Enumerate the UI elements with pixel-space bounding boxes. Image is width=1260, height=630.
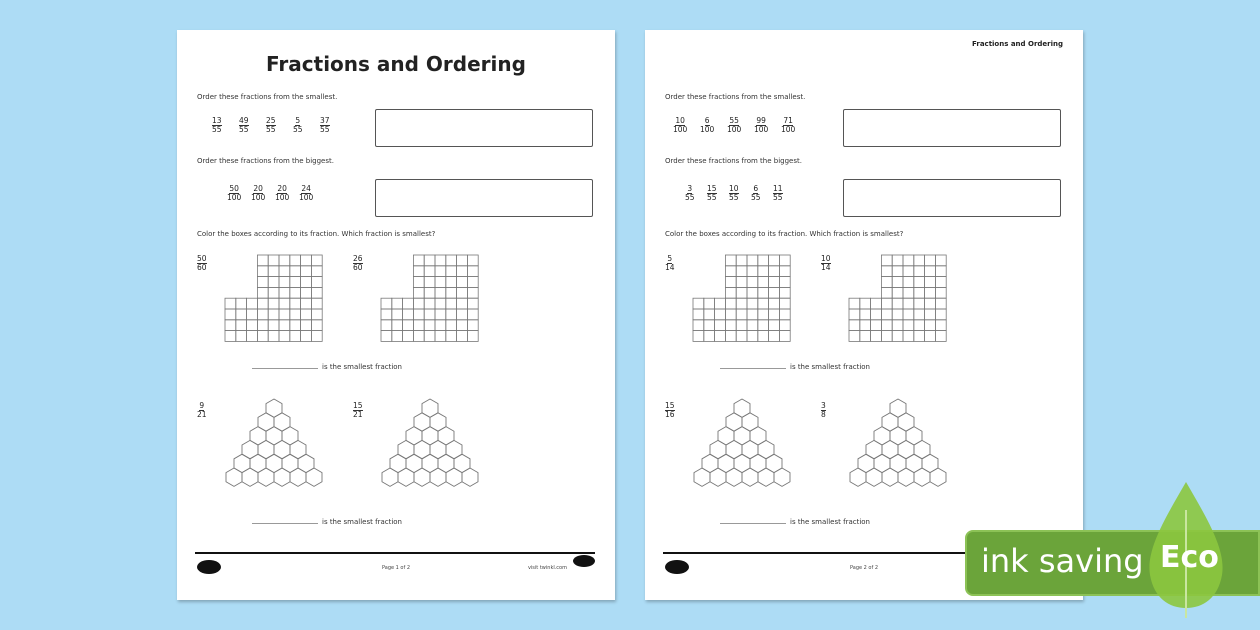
twinkl-logo-small [573, 555, 595, 567]
fraction [821, 402, 826, 419]
denominator: 60 [353, 263, 363, 272]
fraction [266, 117, 276, 134]
denominator: 100 [673, 125, 688, 134]
denominator: 100 [251, 193, 266, 202]
eco-label: Eco [1160, 540, 1219, 575]
numerator: 15 [665, 401, 675, 410]
numerator: 26 [353, 254, 363, 263]
numerator: 50 [197, 254, 207, 263]
fraction [353, 255, 363, 272]
fraction [320, 117, 330, 134]
question-2: Order these fractions from the biggest. [665, 157, 802, 165]
answer-box-1[interactable] [843, 109, 1061, 147]
answer-box-2[interactable] [843, 179, 1061, 217]
denominator: 8 [821, 410, 826, 419]
denominator: 100 [754, 125, 769, 134]
answer-blank[interactable] [720, 523, 786, 524]
denominator: 55 [293, 125, 303, 134]
numerator: 3 [687, 184, 693, 193]
denominator: 100 [781, 125, 796, 134]
fraction [227, 185, 241, 202]
page-number: Page 1 of 2 [381, 565, 411, 571]
hexagon-grid[interactable] [692, 398, 797, 498]
answer-line [720, 518, 870, 526]
hexagon-grid[interactable] [380, 398, 485, 498]
fraction [239, 117, 249, 134]
denominator: 14 [665, 263, 675, 272]
fraction [751, 185, 761, 202]
answer-text: is the smallest fraction [322, 518, 402, 526]
page-title: Fractions and Ordering [266, 52, 526, 76]
answer-blank[interactable] [720, 368, 786, 369]
site-link: visit twinkl.com [527, 565, 567, 571]
numerator: 3 [821, 401, 826, 410]
denominator: 55 [320, 125, 330, 134]
fraction [665, 255, 675, 272]
fraction [821, 255, 831, 272]
fraction [729, 185, 739, 202]
fraction [781, 117, 795, 134]
denominator: 55 [707, 193, 717, 202]
numerator: 71 [783, 116, 793, 125]
hexagon-grid[interactable] [848, 398, 953, 498]
numerator: 6 [704, 116, 710, 125]
fraction-grid[interactable] [380, 254, 480, 344]
denominator: 100 [727, 125, 742, 134]
numerator: 11 [773, 184, 783, 193]
numerator: 55 [729, 116, 739, 125]
fraction [707, 185, 717, 202]
numerator: 15 [707, 184, 717, 193]
denominator: 60 [197, 263, 207, 272]
numerator: 37 [320, 116, 330, 125]
numerator: 6 [753, 184, 759, 193]
fraction [353, 402, 363, 419]
answer-text: is the smallest fraction [790, 363, 870, 371]
denominator: 100 [227, 193, 242, 202]
answer-box-1[interactable] [375, 109, 593, 147]
denominator: 100 [700, 125, 715, 134]
denominator: 21 [197, 410, 207, 419]
answer-text: is the smallest fraction [322, 363, 402, 371]
fraction [212, 117, 222, 134]
fraction [754, 117, 768, 134]
page-number: Page 2 of 2 [849, 565, 879, 571]
footer-divider [195, 552, 595, 554]
answer-blank[interactable] [252, 523, 318, 524]
numerator: 10 [675, 116, 685, 125]
worksheet-page-2 [645, 30, 1083, 600]
denominator: 55 [239, 125, 249, 134]
fraction [197, 402, 207, 419]
page-header: Fractions and Ordering [972, 40, 1063, 48]
question-3: Color the boxes according to its fraction. Which fraction is smallest? [665, 230, 904, 238]
answer-line [252, 518, 402, 526]
question-1: Order these fractions from the smallest. [665, 93, 806, 101]
denominator: 16 [665, 410, 675, 419]
fraction-grid[interactable] [848, 254, 948, 344]
numerator: 5 [667, 254, 673, 263]
hexagon-grid[interactable] [224, 398, 329, 498]
numerator: 24 [301, 184, 311, 193]
worksheet-page-1 [177, 30, 615, 600]
answer-box-2[interactable] [375, 179, 593, 217]
fraction [665, 402, 675, 419]
question-3: Color the boxes according to its fraction. Which fraction is smallest? [197, 230, 436, 238]
denominator: 100 [299, 193, 314, 202]
numerator: 50 [229, 184, 239, 193]
question-1: Order these fractions from the smallest. [197, 93, 338, 101]
denominator: 21 [353, 410, 363, 419]
numerator: 20 [253, 184, 263, 193]
answer-blank[interactable] [252, 368, 318, 369]
fraction-grid[interactable] [224, 254, 324, 344]
numerator: 20 [277, 184, 287, 193]
denominator: 55 [266, 125, 276, 134]
fraction [727, 117, 741, 134]
fraction [773, 185, 783, 202]
fraction-grid[interactable] [692, 254, 792, 344]
numerator: 99 [756, 116, 766, 125]
numerator: 10 [729, 184, 739, 193]
denominator: 55 [685, 193, 695, 202]
fraction [293, 117, 303, 134]
numerator: 5 [295, 116, 301, 125]
denominator: 55 [212, 125, 222, 134]
fraction [299, 185, 313, 202]
badge-text: ink saving [981, 542, 1144, 580]
answer-line [720, 363, 870, 371]
fraction [685, 185, 695, 202]
denominator: 55 [751, 193, 761, 202]
fraction [251, 185, 265, 202]
denominator: 55 [729, 193, 739, 202]
numerator: 10 [821, 254, 831, 263]
fraction [700, 117, 714, 134]
answer-line [252, 363, 402, 371]
numerator: 13 [212, 116, 222, 125]
question-2: Order these fractions from the biggest. [197, 157, 334, 165]
fraction [275, 185, 289, 202]
numerator: 49 [239, 116, 249, 125]
denominator: 14 [821, 263, 831, 272]
answer-text: is the smallest fraction [790, 518, 870, 526]
numerator: 25 [266, 116, 276, 125]
fraction [197, 255, 207, 272]
numerator: 15 [353, 401, 363, 410]
numerator: 9 [199, 401, 205, 410]
denominator: 55 [773, 193, 783, 202]
denominator: 100 [275, 193, 290, 202]
fraction [673, 117, 687, 134]
